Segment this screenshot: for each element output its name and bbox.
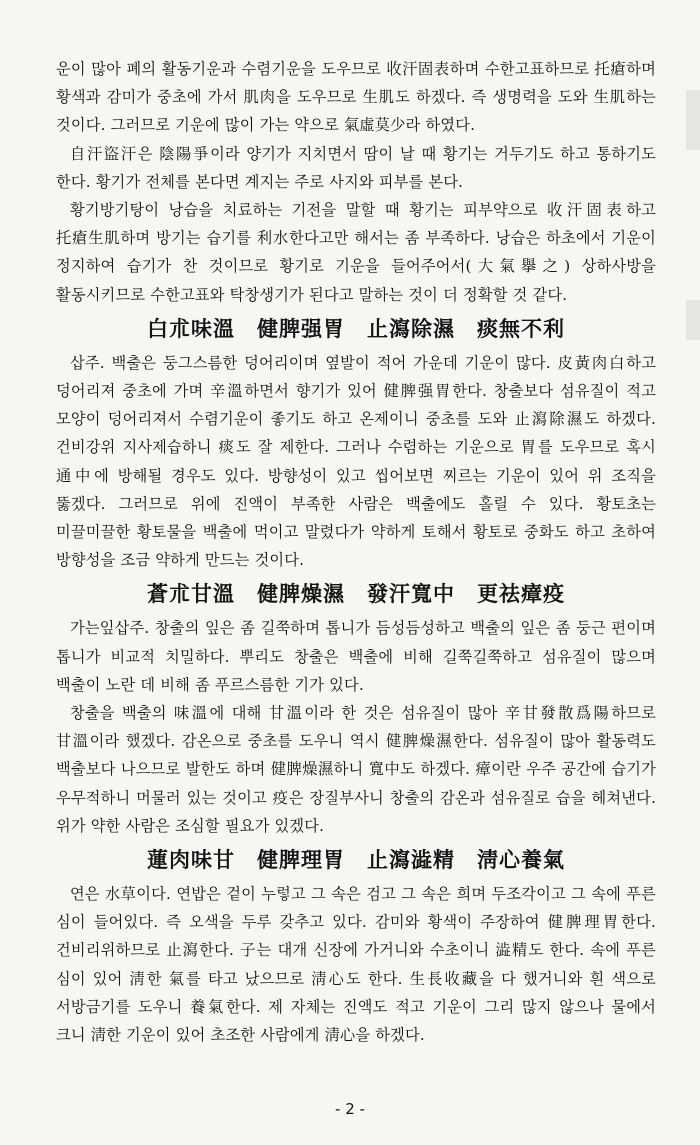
page-content xyxy=(56,55,656,1049)
body-paragraph: 가는잎삽주. 창출의 잎은 좀 길쭉하며 톱니가 듬성듬성하고 백출의 잎은 좀 둥근 편이며 톱니가 비교적 치밀하다. 뿌리도 창출은 백출에 비해 길쭉길쭉하고 섬유질이 많으며 백출이 노란 데 비해 좀 푸르스름한 기가 있다. xyxy=(56,619,656,694)
section-heading-changchul: 蒼朮甘溫 健脾燥濕 發汗寬中 更祛瘴疫 xyxy=(147,581,565,607)
body-paragraph: 삽주. 백출은 둥그스름한 덩어리이며 옆발이 적어 가운데 기운이 많다. 皮黃肉白하고 덩어리져 중초에 가며 辛溫하면서 향기가 있어 健脾强胃한다. 창출보다 섬유질이 적고 모양이 덩어리져서 수렴기운이 좋기도 하고 온제이니 중초를 도와 止瀉除濕도 하겠다. 건비강위 지사제습하니 痰도 잘 제한다. 그러나 수렴하는 기운으로 胃를 도우므로 혹시 通中에 방해될 경우도 있다. 방향성이 있고 씹어보면 찌르는 기운이 있어 위 조직을 뚫겠다. 그러므로 위에 진액이 부족한 사람은 백출에도 홀릴 수 있다. 황토초는 미끌미끌한 황토물을 백출에 먹이고 말렸다가 약하게 토해서 황토로 중화도 하고 초하여 방향성을 조금 약하게 만드는 것이다. xyxy=(56,353,656,570)
page-edge-shadow xyxy=(686,90,700,150)
page-edge-shadow xyxy=(686,300,700,340)
section-heading-yeonyuk: 蓮肉味甘 健脾理胃 止瀉澁精 淸心養氣 xyxy=(147,847,565,873)
body-paragraph: 황기방기탕이 낭습을 치료하는 기전을 말할 때 황기는 피부약으로 收汗固表하고 托瘡生肌하며 방기는 습기를 利水한다고만 해서는 좀 부족하다. 낭습은 하초에서 기운이 정지하여 습기가 찬 것이므로 황기로 기운을 들어주어서(大氣擧之) 상하사방을 활동시키므로 수한고표와 탁창생기가 된다고 말하는 것이 더 정확할 것 같다. xyxy=(56,201,656,304)
body-paragraph: 창출을 백출의 味溫에 대해 甘溫이라 한 것은 섬유질이 많아 辛甘發散爲陽하므로 甘溫이라 했겠다. 감온으로 중초를 도우니 역시 健脾燥濕한다. 섬유질이 많아 활동력도 백출보다 나으므로 발한도 하며 健脾燥濕하니 寬中도 하겠다. 瘴이란 우주 공간에 습기가 우무적하니 머물러 있는 것이고 疫은 장질부사니 창출의 감온과 섬유질로 습을 헤쳐낸다. 위가 약한 사람은 조심할 필요가 있겠다. xyxy=(56,704,656,835)
page-number: - 2 - xyxy=(335,1100,365,1118)
body-paragraph: 연은 水草이다. 연밥은 겉이 누렇고 그 속은 검고 그 속은 희며 두조각이고 그 속에 푸른 심이 들어있다. 즉 오색을 두루 갖추고 있다. 감미와 황색이 주장하여 健脾理胃한다. 건비리위하므로 止瀉한다. 子는 대개 신장에 가거니와 수초이니 澁精도 한다. 속에 푸른 심이 있어 淸한 氣를 타고 났으므로 淸心도 한다. 生長收藏을 다 했거니와 흰 색으로 서방금기를 도우니 養氣한다. 제 자체는 진액도 적고 기운이 그리 많지 않으나 물에서 크니 淸한 기운이 있어 초조한 사람에게 淸心을 하겠다. xyxy=(56,885,656,1045)
body-paragraph: 운이 많아 폐의 활동기운과 수렴기운을 도우므로 收汗固表하며 수한고표하므로 托瘡하며 황색과 감미가 중초에 가서 肌肉을 도우므로 生肌도 하겠다. 즉 생명력을 도와 生肌하는 것이다. 그러므로 기운에 많이 가는 약으로 氣虛莫少라 하였다. xyxy=(56,60,656,135)
body-paragraph: 自汗盜汗은 陰陽爭이라 양기가 지치면서 땀이 날 때 황기는 거두기도 하고 통하기도 한다. 황기가 전체를 본다면 계지는 주로 사지와 피부를 본다. xyxy=(56,144,656,191)
section-heading-baekchul: 白朮味溫 健脾强胃 止瀉除濕 痰無不利 xyxy=(147,315,565,341)
